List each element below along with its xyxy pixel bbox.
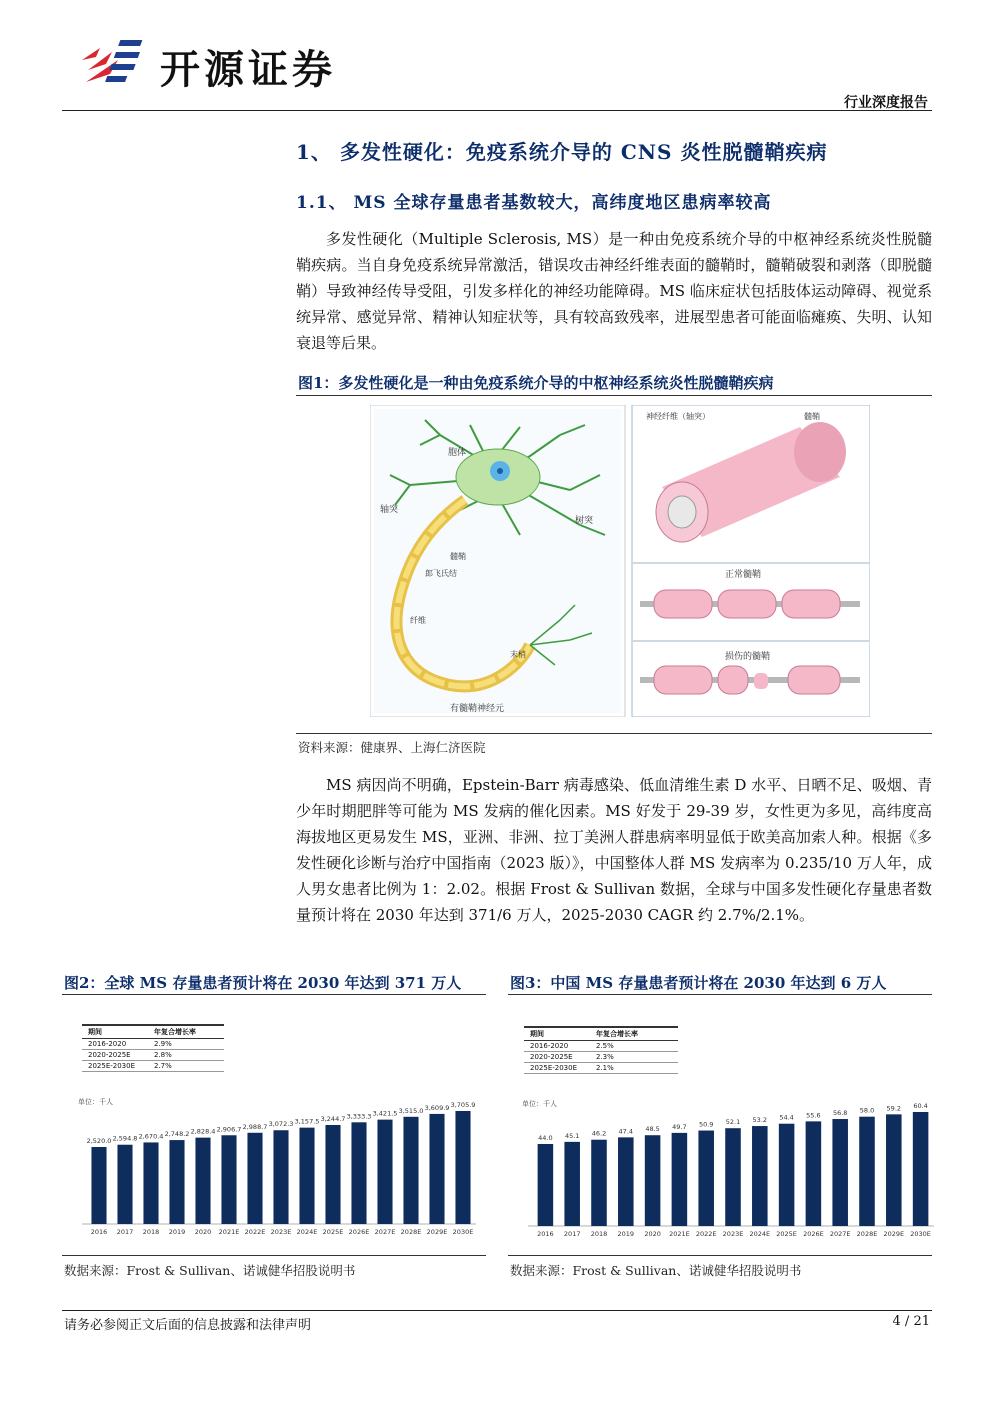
chart-data-label: 3,705.9 xyxy=(450,1101,476,1109)
chart-bar xyxy=(351,1122,366,1224)
chart-data-label: 2,520.0 xyxy=(86,1137,112,1145)
svg-text:末梢: 末梢 xyxy=(510,650,526,659)
footer-disclaimer: 请务必参阅正文后面的信息披露和法律声明 xyxy=(64,1318,312,1333)
chart-data-label: 2,594.8 xyxy=(112,1134,138,1143)
chart-category-label: 2019 xyxy=(617,1230,635,1238)
table-row: 2020-2025E 2.3% xyxy=(524,1052,678,1063)
table-row: 2016-2020 2.9% xyxy=(82,1039,224,1050)
subsection-heading: 1.1、 MS 全球存量患者基数较大，高纬度地区患病率较高 xyxy=(296,193,772,213)
chart-data-label: 45.1 xyxy=(564,1131,580,1140)
chart-data-label: 2,988.7 xyxy=(242,1122,268,1131)
chart-data-label: 48.5 xyxy=(645,1125,660,1134)
header-divider xyxy=(62,110,932,111)
table-row: 2016-2020 2.5% xyxy=(524,1041,678,1052)
chart-unit-label: 单位：千人 xyxy=(78,1098,113,1106)
chart-category-label: 2016 xyxy=(537,1230,554,1238)
chart-category-label: 2022E xyxy=(695,1230,717,1238)
chart-data-label: 59.2 xyxy=(886,1104,902,1113)
chart-bar xyxy=(273,1130,288,1224)
epidemiology-paragraph: MS 病因尚不明确，Epstein-Barr 病毒感染、低血清维生素 D 水平、日晒不足、吸烟、青少年时期肥胖等可能为 MS 发病的催化因素。MS 好发于 29-39 岁，女性更为多见，高纬度高海拔地区更易发生 MS，亚洲、非洲、拉丁美洲人群患病率明显低于欧美高加索人种。根据《多发性硬化诊断与治疗中国指南（2023 版）》，中国整体人群 MS 发病率为 0.235/10 万人年，成人男女患者比例为 1：2.02。根据 Frost & Sullivan 数据，全球与中国多发性硬化存量患者数量预计将在 2030 年达到 371/6 万人，2025-2030 CAGR 约 2.7%/2.1%。 xyxy=(296,776,932,924)
chart-category-label: 2021E xyxy=(669,1230,690,1238)
chart-category-label: 2030E xyxy=(910,1230,931,1238)
chart-category-label: 2020 xyxy=(644,1230,661,1238)
chart-category-label: 2027E xyxy=(374,1228,396,1236)
svg-text:神经纤维（轴突）: 神经纤维（轴突） xyxy=(646,412,710,421)
chart-data-label: 52.1 xyxy=(725,1118,741,1127)
chart-category-label: 2016 xyxy=(90,1228,108,1236)
chart-category-label: 2027E xyxy=(829,1230,851,1238)
figure1-bottom-rule xyxy=(296,733,932,734)
chart-data-label: 56.8 xyxy=(832,1109,848,1118)
chart-data-label: 46.2 xyxy=(591,1129,607,1138)
chart-bar xyxy=(325,1125,340,1224)
chart-data-label: 54.4 xyxy=(779,1113,794,1122)
chart-category-label: 2020 xyxy=(194,1228,212,1236)
chart-category-label: 2021E xyxy=(218,1228,240,1236)
chart-bar xyxy=(169,1140,184,1224)
chart-category-label: 2022E xyxy=(244,1228,266,1236)
svg-text:胞体: 胞体 xyxy=(448,448,467,458)
svg-text:髓鞘: 髓鞘 xyxy=(450,552,466,561)
table-row: 2025E-2030E 2.1% xyxy=(524,1063,678,1074)
chart-data-label: 44.0 xyxy=(538,1134,553,1142)
chart-bar xyxy=(195,1138,210,1224)
chart-bar xyxy=(143,1142,158,1224)
chart-category-label: 2024E xyxy=(296,1228,318,1236)
chart-bar xyxy=(429,1114,444,1224)
chart-category-label: 2023E xyxy=(722,1230,744,1238)
chart-data-label: 53.2 xyxy=(752,1116,768,1125)
chart-category-label: 2018 xyxy=(142,1228,160,1236)
chart-category-label: 2017 xyxy=(563,1230,581,1238)
chart-category-label: 2025E xyxy=(322,1228,344,1236)
chart-data-label: 49.7 xyxy=(672,1122,687,1131)
chart-category-label: 2030E xyxy=(452,1228,474,1236)
chart-category-label: 2026E xyxy=(803,1230,824,1238)
chart-bar xyxy=(886,1114,902,1226)
chart-category-label: 2023E xyxy=(270,1228,292,1236)
chart-bar xyxy=(618,1137,634,1226)
svg-text:轴突: 轴突 xyxy=(380,505,399,515)
chart-data-label: 55.6 xyxy=(806,1111,821,1120)
chart-category-label: 2028E xyxy=(856,1230,878,1238)
chart-data-label: 2,906.7 xyxy=(216,1125,242,1134)
intro-paragraph: 多发性硬化（Multiple Sclerosis, MS）是一种由免疫系统介导的中枢神经系统炎性脱髓鞘疾病。当自身免疫系统异常激活，错误攻击神经纤维表面的髓鞘时，髓鞘破裂和剥落（即脱髓鞘）导致神经传导受阻，引发多样化的神经功能障碍。MS 临床症状包括肢体运动障碍、视觉系统异常、感觉异常、精神认知症状等，具有较高致残率，进展型患者可能面临瘫痪、失明、认知衰退等后果。 xyxy=(296,230,932,352)
chart-bar xyxy=(403,1117,418,1224)
chart-bar xyxy=(672,1133,688,1226)
figure2-title: 图2：全球 MS 存量患者预计将在 2030 年达到 371 万人 xyxy=(64,974,462,992)
chart-bar xyxy=(591,1140,607,1226)
figure3-bottom-rule xyxy=(508,1255,932,1256)
svg-text:有髓鞘神经元: 有髓鞘神经元 xyxy=(450,704,505,714)
chart-bar xyxy=(91,1147,106,1224)
chart-data-label: 2,670.4 xyxy=(138,1132,164,1141)
chart-category-label: 2018 xyxy=(590,1230,608,1238)
table-row: 2020-2025E 2.8% xyxy=(82,1050,224,1061)
chart-data-label: 3,609.9 xyxy=(424,1103,450,1112)
chart-category-label: 2026E xyxy=(348,1228,370,1236)
chart-data-label: 2,748.2 xyxy=(164,1130,190,1139)
figure1-title: 图1：多发性硬化是一种由免疫系统介导的中枢神经系统炎性脱髓鞘疾病 xyxy=(298,374,774,392)
neuron-myelin-illustration xyxy=(370,405,870,717)
figure2-bottom-rule xyxy=(62,1255,486,1256)
figure1-top-rule xyxy=(296,395,932,396)
svg-text:树突: 树突 xyxy=(575,516,594,526)
page-number: 4 / 21 xyxy=(892,1314,930,1329)
chart-bar xyxy=(117,1145,132,1224)
chart-data-label: 60.4 xyxy=(913,1102,928,1110)
chart-bar xyxy=(247,1133,262,1224)
figure3-cagr-table xyxy=(524,1026,678,1074)
figure2-cagr-table xyxy=(82,1024,224,1072)
section-heading: 1、 多发性硬化：免疫系统介导的 CNS 炎性脱髓鞘疾病 xyxy=(296,140,828,164)
chart-category-label: 2028E xyxy=(400,1228,422,1236)
svg-text:髓鞘: 髓鞘 xyxy=(804,412,820,421)
figure3-source: 数据来源：Frost & Sullivan、诺诚健华招股说明书 xyxy=(510,1263,802,1278)
chart-data-label: 58.0 xyxy=(859,1106,875,1115)
chart-bar xyxy=(913,1112,929,1226)
figure1-source: 资料来源：健康界、上海仁济医院 xyxy=(298,740,486,755)
chart-bar xyxy=(538,1144,554,1226)
chart-bar xyxy=(645,1135,661,1226)
svg-text:损伤的髓鞘: 损伤的髓鞘 xyxy=(725,652,771,662)
chart-data-label: 3,157.5 xyxy=(294,1117,320,1126)
chart-data-label: 3,072.3 xyxy=(268,1120,294,1129)
chart-category-label: 2024E xyxy=(749,1230,771,1238)
chart-bar xyxy=(779,1124,795,1226)
figure3-title: 图3：中国 MS 存量患者预计将在 2030 年达到 6 万人 xyxy=(510,974,887,992)
chart-bar xyxy=(806,1121,822,1226)
footer-divider xyxy=(62,1310,932,1311)
chart-data-label: 50.9 xyxy=(698,1120,714,1129)
figure3-top-rule xyxy=(508,994,932,995)
global-ms-patients-chart xyxy=(78,1092,476,1242)
chart-category-label: 2017 xyxy=(116,1228,134,1236)
table-header-row: 期间 年复合增长率 xyxy=(524,1026,678,1041)
chart-bar xyxy=(698,1131,714,1226)
chart-data-label: 2,828.4 xyxy=(190,1127,216,1136)
chart-unit-label: 单位：千人 xyxy=(522,1100,557,1108)
chart-bar xyxy=(832,1119,848,1226)
chart-bar xyxy=(455,1111,470,1224)
report-type: 行业深度报告 xyxy=(844,95,928,111)
svg-text:正常髓鞘: 正常髓鞘 xyxy=(725,570,762,580)
chart-category-label: 2019 xyxy=(168,1228,186,1236)
chart-category-label: 2029E xyxy=(883,1230,905,1238)
chart-data-label: 47.4 xyxy=(618,1127,634,1136)
chart-data-label: 3,421.5 xyxy=(372,1109,398,1118)
chart-data-label: 3,515.0 xyxy=(398,1106,424,1115)
chart-bar xyxy=(752,1126,768,1226)
table-row: 2025E-2030E 2.7% xyxy=(82,1061,224,1072)
china-ms-patients-chart xyxy=(522,1094,934,1244)
figure2-source: 数据来源：Frost & Sullivan、诺诚健华招股说明书 xyxy=(64,1263,356,1278)
chart-category-label: 2025E xyxy=(776,1230,797,1238)
chart-bar xyxy=(564,1142,580,1226)
chart-bar xyxy=(377,1120,392,1224)
table-header-row: 期间 年复合增长率 xyxy=(82,1024,224,1039)
figure2-top-rule xyxy=(62,994,486,995)
chart-bar xyxy=(221,1135,236,1224)
chart-bar xyxy=(859,1117,875,1226)
company-name: 开源证券 xyxy=(160,47,336,93)
chart-bar xyxy=(725,1128,741,1226)
chart-category-label: 2029E xyxy=(426,1228,448,1236)
chart-data-label: 3,244.7 xyxy=(320,1115,346,1124)
svg-text:郎飞氏结: 郎飞氏结 xyxy=(425,569,457,578)
chart-bar xyxy=(299,1128,314,1224)
chart-data-label: 3,333.3 xyxy=(346,1112,372,1121)
svg-text:纤维: 纤维 xyxy=(410,616,426,625)
normal-myelin-icon xyxy=(640,590,860,618)
